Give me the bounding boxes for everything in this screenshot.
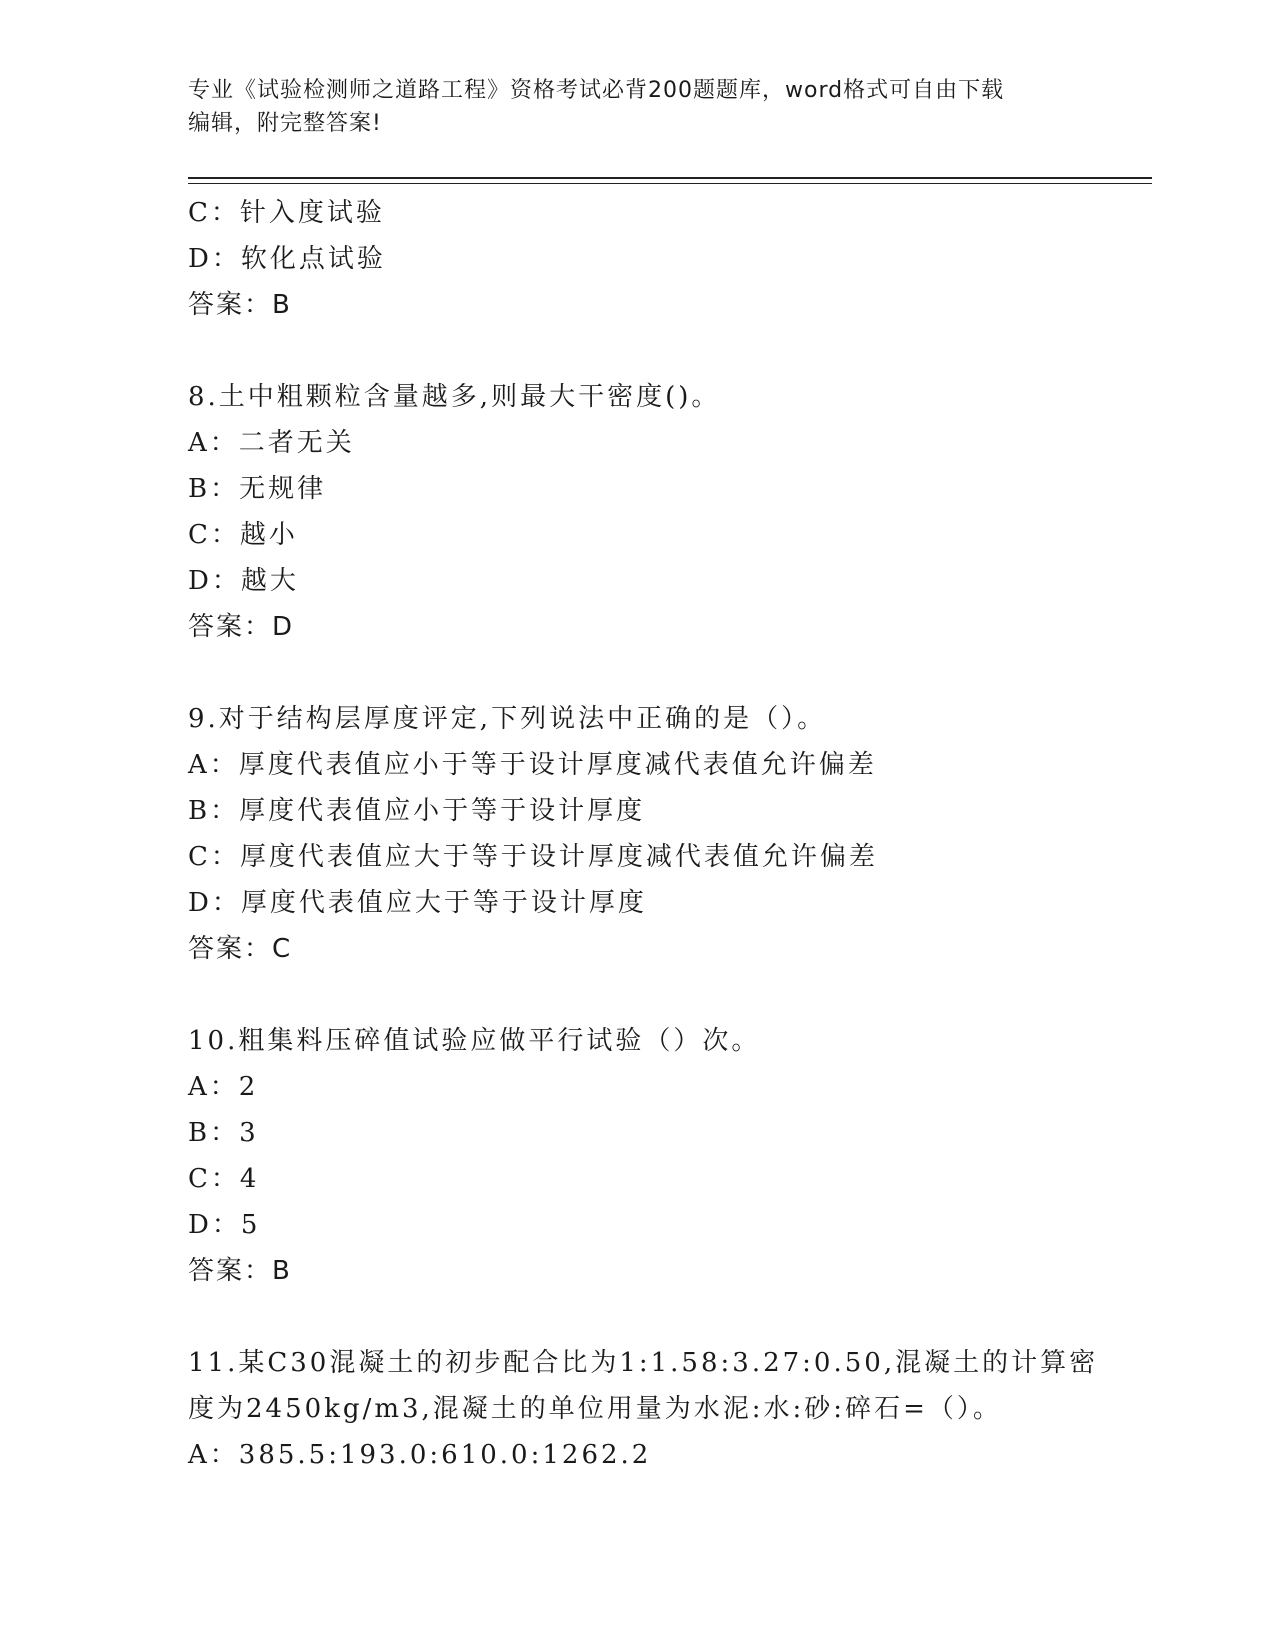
question-11 [188,1340,1148,1478]
spacer [188,972,1148,1018]
option-a: A：二者无关 [188,428,355,458]
option-c: C：厚度代表值应大于等于设计厚度减代表值允许偏差 [188,842,878,872]
option-a: A：385.5:193.0:610.0:1262.2 [188,1440,652,1470]
question-stem: 10.粗集料压碎值试验应做平行试验（）次。 [188,1026,761,1056]
answer-label: 答案：C [188,934,293,964]
spacer [188,328,1148,374]
option-d: D：5 [188,1210,261,1240]
option-b: B：厚度代表值应小于等于设计厚度 [188,796,646,826]
spacer [188,1294,1148,1340]
question-8 [188,374,1148,650]
question-stem: 9.对于结构层厚度评定,下列说法中正确的是（）。 [188,704,827,734]
answer-label: 答案：B [188,290,292,320]
option-d: D：厚度代表值应大于等于设计厚度 [188,888,647,918]
question-7-continued [188,190,1148,328]
option-c: C：越小 [188,520,298,550]
option-b: B：3 [188,1118,259,1148]
question-stem: 8.土中粗颗粒含量越多,则最大干密度()。 [188,382,721,412]
header-title-line-2: 编辑，附完整答案! [188,111,382,136]
option-c: C：针入度试验 [188,198,385,228]
question-10 [188,1018,1148,1294]
option-b: B：无规律 [188,474,327,504]
option-d: D：软化点试验 [188,244,386,274]
answer-label: 答案：D [188,612,295,642]
header-divider-thin [188,183,1152,184]
option-c: C：4 [188,1164,260,1194]
document-header [188,74,1088,140]
question-stem-line-2: 度为2450kg/m3,混凝土的单位用量为水泥:水:砂:碎石=（）。 [188,1394,1002,1424]
question-9 [188,696,1148,972]
question-stem-line-1: 11.某C30混凝土的初步配合比为1:1.58:3.27:0.50,混凝土的计算密 [188,1348,1099,1378]
option-a: A：2 [188,1072,259,1102]
answer-label: 答案：B [188,1256,292,1286]
option-d: D：越大 [188,566,299,596]
question-list [188,190,1148,1478]
header-title-line-1: 专业《试验检测师之道路工程》资格考试必背200题题库，word格式可自由下载 [188,78,1005,103]
option-a: A：厚度代表值应小于等于设计厚度减代表值允许偏差 [188,750,877,780]
spacer [188,650,1148,696]
header-divider-thick [188,177,1152,179]
